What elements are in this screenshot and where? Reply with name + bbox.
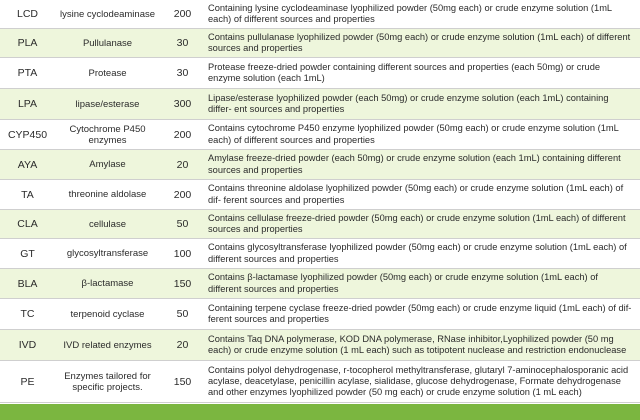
description-cell: Contains threonine aldolase lyophilized powder (50mg each) or crude enzyme solution (1mL each) of dif- ferent sources and properties [208, 183, 624, 205]
description-cell: Contains pullulanase lyophilized powder (50mg each) or crude enzyme solution (1mL each) of different sources and properties [208, 31, 631, 53]
table-row [0, 239, 640, 269]
qty-cell: 200 [173, 128, 192, 141]
table-row [0, 120, 640, 150]
qty-cell: 20 [176, 339, 189, 351]
qty-cell: 150 [173, 277, 192, 290]
name-cell: lysine cyclodeaminase [59, 8, 156, 20]
description-cell: Contains cytochrome P450 enzyme lyophilized powder (50mg each) or crude enzyme solution (1mL each) of different sources and properties [208, 123, 619, 145]
code-cell: PTA [17, 67, 38, 79]
table-row [0, 29, 640, 58]
code-cell: CYP450 [7, 128, 48, 141]
code-cell: LCD [16, 8, 38, 20]
description-cell: Protease freeze-dried powder containing different sources and properties (each 50mg) or crude enzyme solution (each 1mL) [208, 61, 601, 83]
code-cell: GT [20, 247, 35, 260]
table-row [0, 58, 640, 89]
code-cell: BLA [17, 277, 38, 290]
code-cell: PE [20, 375, 35, 388]
name-cell: Pullulanase [82, 37, 133, 49]
name-cell: Protease [88, 67, 127, 79]
qty-cell: 50 [176, 308, 189, 320]
code-cell: TC [20, 308, 35, 320]
name-cell: β-lactamase [81, 278, 134, 289]
description-cell: Contains polyol dehydrogenase, r-tocopherol methyltransferase, glutaryl 7-aminocephalosporanic acid acylase, deacetylase, penicillin acylase, sialidase, glucose dehydrogenase, Formate dehydrogenase and other enzymes lyophilized powder (50 mg each) or crude enzyme solution (1 mL each) [208, 364, 629, 398]
table-row [0, 269, 640, 299]
code-cell: CLA [17, 218, 38, 230]
name-cell: Cytochrome P450 enzymes [69, 123, 146, 146]
table-row [0, 210, 640, 239]
name-cell: glycosyltransferase [66, 248, 149, 259]
name-cell: Enzymes tailored for specific projects. [64, 370, 151, 393]
description-cell: Contains cellulase freeze-dried powder (50mg each) or crude enzyme solution (1mL each) of different sources and properties [208, 212, 626, 234]
qty-cell: 200 [173, 188, 192, 201]
table-row [0, 0, 640, 29]
name-cell: IVD related enzymes [63, 339, 152, 351]
qty-cell: 200 [173, 8, 192, 20]
qty-cell: 30 [176, 37, 189, 49]
name-cell: terpenoid cyclase [70, 308, 145, 320]
table-row [0, 299, 640, 330]
table-row [0, 150, 640, 180]
code-cell: PLA [17, 37, 38, 49]
qty-cell: 50 [176, 218, 189, 230]
table-row [0, 361, 640, 403]
qty-cell: 30 [176, 67, 189, 79]
qty-cell: 300 [173, 98, 192, 110]
table-row [0, 330, 640, 361]
qty-cell: 20 [176, 158, 189, 171]
description-cell: Lipase/esterase lyophilized powder (each 50mg) or crude enzyme solution (each 1mL) containing differ- ent sources and properties [208, 92, 609, 114]
name-cell: cellulase [89, 218, 126, 230]
description-cell: Contains glycosyltransferase lyophilized powder (50mg each) or crude enzyme solution (1mL each) of different sources and properties [208, 242, 627, 264]
qty-cell: 100 [173, 247, 192, 260]
table-row [0, 89, 640, 120]
name-cell: threonine aldolase [68, 189, 147, 200]
description-cell: Containing terpene cyclase freeze-dried powder (50mg each) or crude enzyme liquid (1mL each) of dif- ferent sources and properties [208, 302, 632, 324]
code-cell: TA [21, 188, 34, 201]
qty-cell: 150 [173, 375, 192, 388]
name-cell: lipase/esterase [75, 98, 140, 110]
code-cell: LPA [17, 98, 38, 110]
name-cell: Amylase [89, 159, 126, 170]
description-cell: Contains β-lactamase lyophilized powder (50mg each) or crude enzyme solution (1mL each) of different sources and properties [208, 272, 598, 294]
description-cell: Amylase freeze-dried powder (each 50mg) or crude enzyme solution (each 1mL) containing different sources and properties [208, 153, 621, 175]
description-cell: Containing lysine cyclodeaminase lyophilized powder (50mg each) or crude enzyme solution (1mL each) of different sources and properties [208, 2, 612, 24]
description-cell: Contains Taq DNA polymerase, KOD DNA polymerase, RNase inhibitor,Lyophilized powder (50 mg each) or crude enzyme solution (1 mL each) such as totipotent nuclease and restriction endonuclease [208, 333, 627, 355]
code-cell: IVD [18, 339, 37, 351]
code-cell: AYA [17, 158, 38, 171]
footer-accent-bar [0, 404, 640, 420]
table-row [0, 180, 640, 210]
